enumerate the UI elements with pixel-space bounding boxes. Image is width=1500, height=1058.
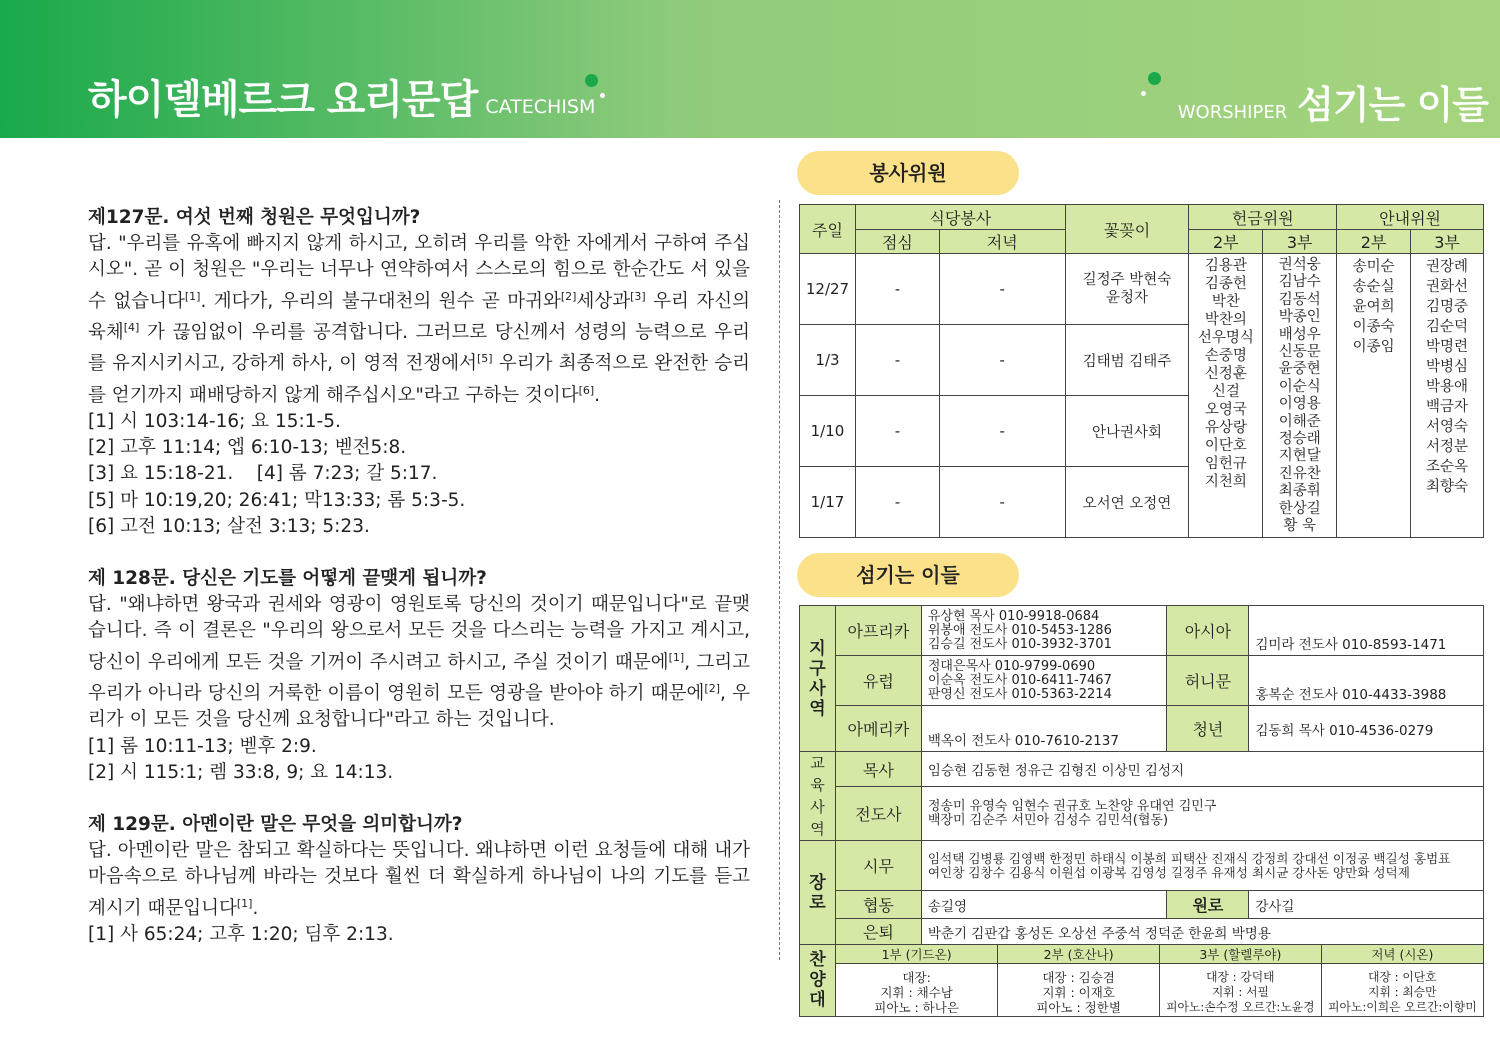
- lunch-cell: -: [855, 467, 939, 538]
- flower-cell: 길정주 박현숙 윤청자: [1065, 254, 1189, 325]
- choir-table: [836, 945, 1483, 1016]
- active-elder-names: 임석택 김병룡 김영백 한정민 하태식 이봉희 피택산 진재식 강정희 강대선 이정공 백길성 홍범표 여인창 김창수 김용식 이원섭 이광복 김영성 길정주 유재성 최시균 강사돈 양만화 성덕제: [921, 841, 1483, 891]
- active-elder-label: 시무: [835, 841, 921, 891]
- scripture-reference: [5] 마 10:19,20; 26:41; 막13:33; 롬 5:3-5.: [88, 489, 466, 511]
- scripture-reference: [1] 롬 10:11-13; 벧후 2:9.: [88, 735, 317, 757]
- america-contact: 백옥이 전도사 010-7610-2137: [921, 706, 1167, 752]
- worshiper-title-english: WORSHIPER: [1177, 102, 1288, 123]
- servers-table: [799, 605, 1484, 1017]
- servers-pill: 섬기는 이들: [797, 553, 1019, 597]
- choir-2bu-info: 대장 : 김승겸 지휘 : 이재호 피아노 : 정한별: [998, 964, 1160, 1016]
- mission-label: 지 구 사 역: [800, 606, 836, 752]
- date-cell: 1/17: [800, 467, 856, 538]
- header-offering: 헌금위원: [1189, 205, 1337, 230]
- pastor-label: 목사: [835, 752, 921, 787]
- honeymoon-contact: 홍복순 전도사 010-4433-3988: [1249, 656, 1484, 706]
- green-dot-icon: [1148, 72, 1161, 85]
- evangelist-names: 정송미 유영숙 임현수 권규호 노찬양 유대연 김민구 백장미 김순주 서민아 김성수 김민석(협동): [921, 787, 1483, 841]
- question-128: [88, 566, 750, 786]
- cooperating-elder-label: 협동: [835, 891, 921, 919]
- question-heading: 제127문. 여섯 번째 청원은 무엇입니까?: [88, 207, 421, 228]
- honeymoon-label: 허니문: [1167, 656, 1249, 706]
- lunch-cell: -: [855, 396, 939, 467]
- date-cell: 1/3: [800, 325, 856, 396]
- dinner-cell: -: [939, 254, 1065, 325]
- green-dot-icon: [585, 74, 598, 87]
- column-divider: [779, 200, 780, 960]
- youth-contact: 김동희 목사 010-4536-0279: [1249, 706, 1484, 752]
- service-committee-pill: 봉사위원: [797, 151, 1019, 195]
- usher-3bu-list: 권장례 권화선 김명중 김순덕 박명련 박병심 박용애 백금자 서영숙 서정분 조순옥 최향숙: [1411, 254, 1484, 538]
- answer-text: 답. 아멘이란 말은 참되고 확실하다는 뜻입니다. 왜냐하면 이런 요청들에 대해 내가 마음속으로 하나님께 바라는 것보다 훨씬 더 확실하게 하나님이 나의 기도를 듣고 계시기 때문입니다[1].: [88, 840, 750, 919]
- catechism-title: [88, 68, 595, 125]
- scripture-reference: [2] 고후 11:14; 엡 6:10-13; 벧전5:8.: [88, 437, 407, 459]
- africa-contacts: 유상현 목사 010-9918-0684 위봉애 전도사 010-5453-1286 김승길 전도사 010-3932-3701: [921, 606, 1167, 656]
- flower-cell: 김태범 김태주: [1065, 325, 1189, 396]
- scripture-reference: [1] 시 103:14-16; 요 15:1-5.: [88, 411, 341, 433]
- education-label: 교육 사역: [800, 752, 836, 841]
- scripture-reference: [6] 고전 10:13; 살전 3:13; 5:23.: [88, 515, 370, 537]
- dinner-cell: -: [939, 467, 1065, 538]
- africa-label: 아프리카: [835, 606, 921, 656]
- header-date: 주일: [800, 205, 856, 254]
- retired-elder-names: 박춘기 김판갑 홍성돈 오상선 주중석 정덕준 한윤희 박명용: [921, 919, 1483, 945]
- lunch-cell: -: [855, 254, 939, 325]
- header-meal: 식당봉사: [855, 205, 1065, 230]
- header-offering-3bu: 3부: [1263, 230, 1337, 254]
- header-usher: 안내위원: [1337, 205, 1484, 230]
- scripture-reference: [1] 사 65:24; 고후 1:20; 딤후 2:13.: [88, 923, 394, 945]
- flower-cell: 오서연 오정연: [1065, 467, 1189, 538]
- choir-2bu-name: 2부 (호산나): [998, 945, 1160, 964]
- service-committee-table: [799, 204, 1484, 538]
- answer-text: 답. "우리를 유혹에 빠지지 않게 하시고, 오히려 우리를 악한 자에게서 구하여 주십시오". 곧 이 청원은 "우리는 너무나 연약하여서 스스로의 힘으로 한순간도 서 있을 수 없습니다[1]. 게다가, 우리의 불구대천의 원수 곧 마귀와[2]세상과[3] 우리 자신의 육체[4] 가 끊임없이 우리를 공격합니다. 그러므로 당신께서 성령의 능력으로 우리를 유지시키시고, 강하게 하사, 이 영적 전쟁에서[5] 우리가 최종적으로 완전한 승리를 얻기까지 패배당하지 않게 해주십시오"라고 구하는 것이다[6].: [88, 233, 750, 406]
- worshiper-title: [1178, 74, 1488, 129]
- header-flower: 꽃꽂이: [1065, 205, 1189, 254]
- choir-3bu-info: 대장 : 강덕태 지휘 : 서필 피아노:손수정 오르간:노윤경: [1159, 964, 1321, 1016]
- retired-elder-label: 은퇴: [835, 919, 921, 945]
- lunch-cell: -: [855, 325, 939, 396]
- pastor-names: 임승현 김동현 정유근 김형진 이상민 김성지: [921, 752, 1483, 787]
- choir-evening-name: 저녁 (시온): [1321, 945, 1483, 964]
- youth-label: 청년: [1167, 706, 1249, 752]
- evangelist-label: 전도사: [835, 787, 921, 841]
- choir-1bu-name: 1부 (기드온): [836, 945, 998, 964]
- emeritus-elder-label: 원로: [1167, 891, 1249, 919]
- date-cell: 1/10: [800, 396, 856, 467]
- scripture-reference: [3] 요 15:18-21. [4] 롬 7:23; 갈 5:17.: [88, 463, 438, 485]
- cooperating-elder-names: 송길영: [921, 891, 1167, 919]
- header-dinner: 저녁: [939, 230, 1065, 254]
- header-usher-2bu: 2부: [1337, 230, 1411, 254]
- usher-2bu-list: 송미순 송순실 윤여희 이종숙 이종임: [1337, 254, 1411, 538]
- scripture-reference: [2] 시 115:1; 렘 33:8, 9; 요 14:13.: [88, 761, 394, 783]
- white-dot-icon: [1141, 91, 1146, 96]
- answer-text: 답. "왜냐하면 왕국과 권세와 영광이 영원토록 당신의 것이기 때문입니다"로 끝맺습니다. 즉 이 결론은 "우리의 왕으로서 모든 것을 다스리는 능력을 가지고 계시고, 당신이 우리에게 모든 것을 기꺼이 주시려고 하시고, 주실 것이기 때문에[1], 그리고 우리가 아니라 당신의 거룩한 이름이 영원히 모든 영광을 받아야 하기 때문에[2], 우리가 이 모든 것을 당신께 요청합니다"라고 하는 것입니다.: [88, 594, 751, 731]
- choir-3bu-name: 3부 (할렐루야): [1159, 945, 1321, 964]
- dinner-cell: -: [939, 325, 1065, 396]
- flower-cell: 안나권사회: [1065, 396, 1189, 467]
- america-label: 아메리카: [835, 706, 921, 752]
- dinner-cell: -: [939, 396, 1065, 467]
- europe-label: 유럽: [835, 656, 921, 706]
- choir-label: 찬 양 대: [800, 945, 836, 1017]
- question-129: [88, 812, 750, 948]
- choir-evening-info: 대장 : 이단호 지휘 : 최승만 피아노:이희은 오르간:이향미: [1328, 970, 1477, 1014]
- date-cell: 12/27: [800, 254, 856, 325]
- header-usher-3bu: 3부: [1411, 230, 1484, 254]
- offering-3bu-list: 권석웅 김남수 김동석 박종인 배성우 신동문 윤중현 이순식 이영용 이해준 정승래 지현달 진유찬 최종휘 한상길 황 욱: [1263, 254, 1337, 538]
- europe-contacts: 정대은목사 010-9799-0690 이순옥 전도사 010-6411-7467 판영신 전도사 010-5363-2214: [921, 656, 1167, 706]
- question-heading: 제 128문. 당신은 기도를 어떻게 끝맺게 됩니까?: [88, 568, 487, 590]
- white-dot-icon: [600, 93, 605, 98]
- choir-cell: [835, 945, 1483, 1017]
- catechism-title-korean: 하이델베르크 요리문답: [88, 77, 478, 123]
- choir-1bu-info: 대장: 지휘 : 채수남 피아노 : 하나은: [836, 964, 998, 1016]
- header-offering-2bu: 2부: [1189, 230, 1263, 254]
- worshiper-title-korean: 섬기는 이들: [1297, 83, 1488, 127]
- emeritus-elder-names: 강사길: [1249, 891, 1484, 919]
- offering-2bu-list: 김용관 김종헌 박찬 박찬의 선우명식 손중명 신정훈 신걸 오영국 유상랑 이단호 임헌규 지천희: [1189, 254, 1263, 538]
- header-banner: [0, 0, 1500, 138]
- header-lunch: 점심: [855, 230, 939, 254]
- question-127: [88, 205, 750, 540]
- asia-label: 아시아: [1167, 606, 1249, 656]
- catechism-title-english: CATECHISM: [485, 96, 596, 118]
- asia-contact: 김미라 전도사 010-8593-1471: [1249, 606, 1484, 656]
- elder-label: 장 로: [800, 841, 836, 945]
- question-heading: 제 129문. 아멘이란 말은 무엇을 의미합니까?: [88, 814, 463, 835]
- catechism-section: [88, 205, 750, 974]
